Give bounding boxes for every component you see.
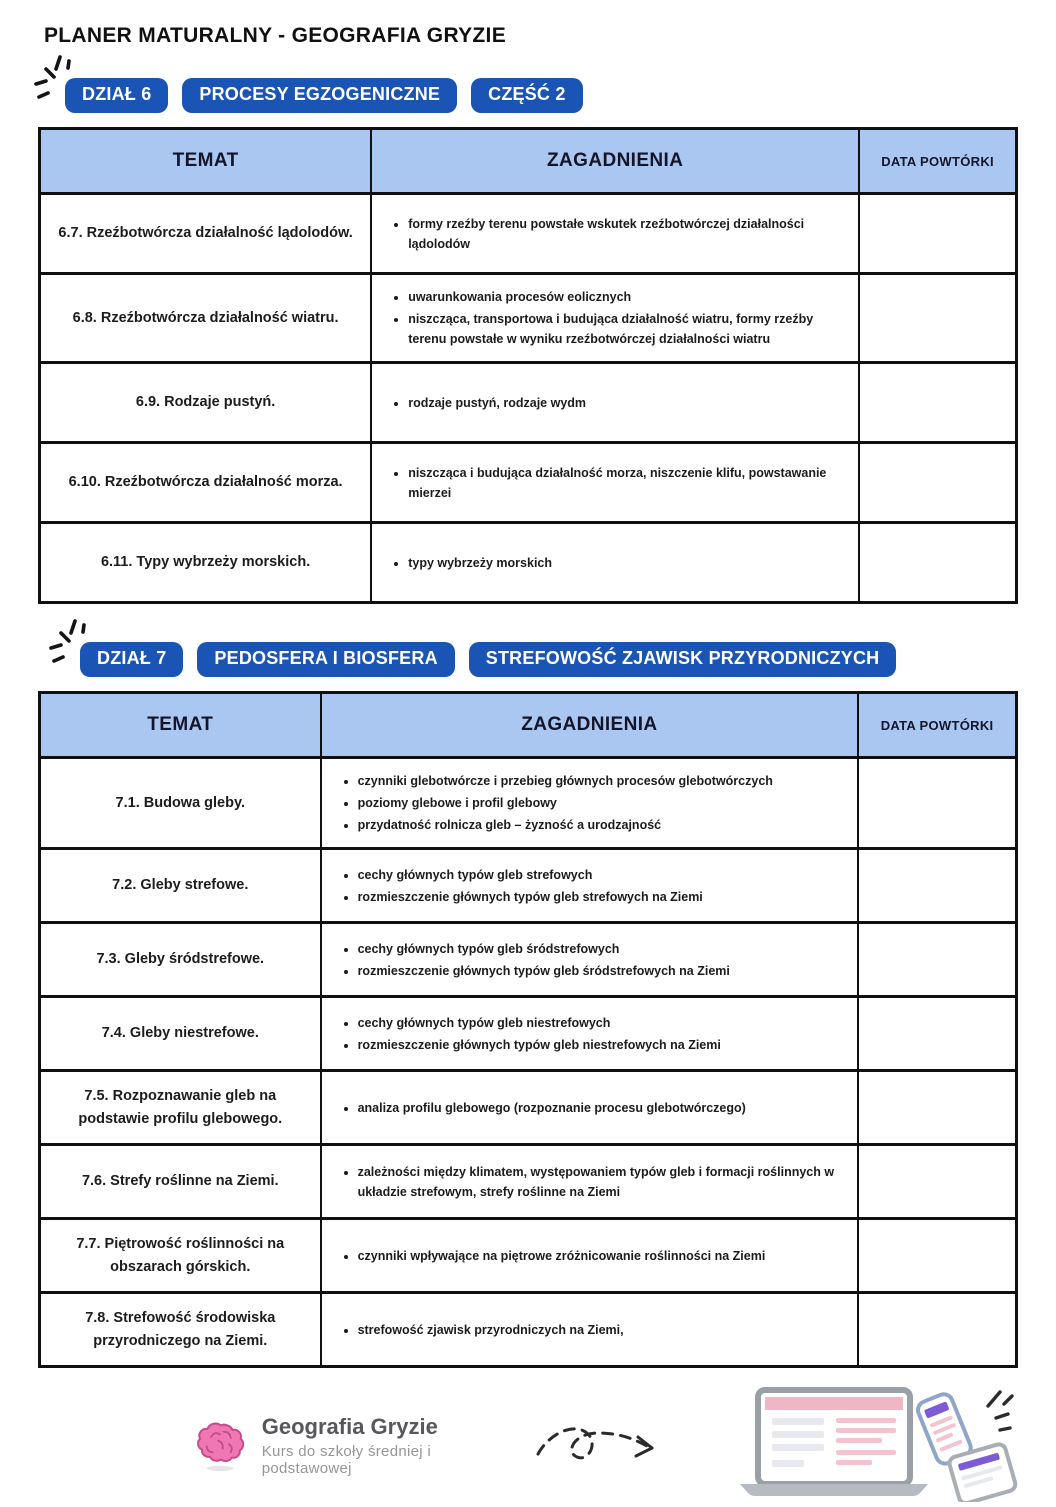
zagadnienie-item: • zależności między klimatem, występowaniem typów gleb i formacji roślinnych w układzie strefowym, strefy roślinne na Ziemi bbox=[358, 1162, 842, 1202]
data-powtorki-cell-empty[interactable] bbox=[857, 759, 1015, 847]
table-header-row bbox=[41, 130, 1015, 192]
data-powtorki-cell-empty[interactable] bbox=[858, 195, 1015, 272]
section-header-dzial-7 bbox=[80, 642, 1018, 677]
temat-cell: 7.5. Rozpoznawanie gleb na podstawie profilu glebowego. bbox=[41, 1072, 320, 1143]
zagadnienie-item: • rozmieszczenie głównych typów gleb śródstrefowych na Ziemi bbox=[358, 961, 730, 981]
zagadnienie-item: • niszcząca, transportowa i budująca działalność wiatru, formy rzeźby terenu powstałe w wyniku rzeźbotwórczej działalności wiatru bbox=[408, 309, 842, 349]
column-header-temat: TEMAT bbox=[41, 130, 370, 192]
page-title: PLANER MATURALNY - GEOGRAFIA GRYZIE bbox=[44, 24, 506, 47]
temat-cell: 7.7. Piętrowość roślinności na obszarach górskich. bbox=[41, 1220, 320, 1291]
table-body bbox=[41, 192, 1015, 601]
zagadnienie-item: • niszcząca i budująca działalność morza, niszczenie klifu, powstawanie mierzei bbox=[408, 463, 842, 503]
table-row bbox=[41, 441, 1015, 521]
arrow-doodle-wrap bbox=[532, 1406, 660, 1485]
column-header-data-powtorki: DATA POWTÓRKI bbox=[858, 130, 1015, 192]
table-row bbox=[41, 921, 1015, 995]
table-row bbox=[41, 272, 1015, 361]
sparkle-doodle-icon bbox=[46, 616, 92, 666]
zagadnienia-cell bbox=[370, 275, 858, 361]
data-powtorki-cell-empty[interactable] bbox=[858, 524, 1015, 601]
temat-cell: 7.6. Strefy roślinne na Ziemi. bbox=[41, 1146, 320, 1217]
badge-strefowosc-zjawisk: STREFOWOŚĆ ZJAWISK PRZYRODNICZYCH bbox=[469, 642, 897, 677]
zagadnienia-cell bbox=[320, 1072, 858, 1143]
temat-cell: 6.10. Rzeźbotwórcza działalność morza. bbox=[41, 444, 370, 521]
data-powtorki-cell-empty[interactable] bbox=[857, 998, 1015, 1069]
zagadnienia-cell bbox=[320, 998, 858, 1069]
table-row bbox=[41, 995, 1015, 1069]
zagadnienia-list bbox=[330, 863, 703, 909]
zagadnienia-list bbox=[380, 461, 842, 505]
devices-illustration-wrap bbox=[666, 1384, 1018, 1507]
zagadnienia-cell bbox=[370, 364, 858, 441]
table-row bbox=[41, 1217, 1015, 1291]
table-row bbox=[41, 756, 1015, 847]
data-powtorki-cell-empty[interactable] bbox=[857, 1220, 1015, 1291]
zagadnienia-cell bbox=[320, 924, 858, 995]
zagadnienia-list bbox=[330, 1011, 721, 1057]
zagadnienia-list bbox=[330, 1096, 746, 1120]
table-row bbox=[41, 1143, 1015, 1217]
zagadnienia-cell bbox=[320, 1294, 858, 1365]
zagadnienia-list bbox=[380, 391, 586, 415]
zagadnienie-item: • cechy głównych typów gleb strefowych bbox=[358, 865, 703, 885]
badge-procesy-egzogeniczne: PROCESY EGZOGENICZNE bbox=[182, 78, 457, 113]
footer-brand-area bbox=[194, 1384, 1018, 1507]
data-powtorki-cell-empty[interactable] bbox=[858, 364, 1015, 441]
zagadnienie-item: • cechy głównych typów gleb śródstrefowych bbox=[358, 939, 730, 959]
temat-cell: 7.8. Strefowość środowiska przyrodniczego na Ziemi. bbox=[41, 1294, 320, 1365]
data-powtorki-cell-empty[interactable] bbox=[857, 1072, 1015, 1143]
brand-name: Geografia Gryzie bbox=[261, 1414, 438, 1439]
zagadnienia-list bbox=[330, 1318, 624, 1342]
zagadnienie-item: • formy rzeźby terenu powstałe wskutek rzeźbotwórczej działalności lądolodów bbox=[408, 214, 842, 254]
zagadnienie-item: • czynniki wpływające na piętrowe zróżnicowanie roślinności na Ziemi bbox=[358, 1246, 766, 1266]
curved-dashed-arrow-icon bbox=[532, 1406, 660, 1480]
brand-tagline: Kurs do szkoły średniej i podstawowej bbox=[261, 1443, 431, 1477]
table-row bbox=[41, 1291, 1015, 1365]
data-powtorki-cell-empty[interactable] bbox=[857, 1146, 1015, 1217]
zagadnienie-item: • rozmieszczenie głównych typów gleb niestrefowych na Ziemi bbox=[358, 1035, 721, 1055]
zagadnienia-list bbox=[330, 1244, 766, 1268]
zagadnienia-cell bbox=[320, 1146, 858, 1217]
section-header-dzial-6 bbox=[65, 78, 1018, 113]
table-row bbox=[41, 192, 1015, 272]
sparkle-doodle-icon bbox=[31, 52, 77, 102]
zagadnienia-cell bbox=[320, 850, 858, 921]
zagadnienie-item: • uwarunkowania procesów eolicznych bbox=[408, 287, 842, 307]
brain-logo-icon bbox=[194, 1416, 248, 1476]
zagadnienie-item: • strefowość zjawisk przyrodniczych na Ziemi, bbox=[358, 1320, 624, 1340]
zagadnienie-item: • przydatność rolnicza gleb – żyzność a urodzajność bbox=[358, 815, 773, 835]
planner-table-dzial-7 bbox=[38, 691, 1018, 1368]
zagadnienia-list bbox=[380, 285, 842, 351]
temat-cell: 6.11. Typy wybrzeży morskich. bbox=[41, 524, 370, 601]
zagadnienia-cell bbox=[320, 1220, 858, 1291]
temat-cell: 7.1. Budowa gleby. bbox=[41, 759, 320, 847]
column-header-zagadnienia: ZAGADNIENIA bbox=[320, 694, 858, 756]
column-header-data-powtorki: DATA POWTÓRKI bbox=[857, 694, 1015, 756]
zagadnienia-list bbox=[380, 551, 552, 575]
zagadnienia-cell bbox=[320, 759, 858, 847]
laptop-phone-tablet-illustration bbox=[666, 1384, 1018, 1502]
zagadnienie-item: • analiza profilu glebowego (rozpoznanie procesu glebotwórczego) bbox=[358, 1098, 746, 1118]
table-header-row bbox=[41, 694, 1015, 756]
data-powtorki-cell-empty[interactable] bbox=[857, 850, 1015, 921]
zagadnienie-item: • typy wybrzeży morskich bbox=[408, 553, 552, 573]
badge-pedosfera-i-biosfera: PEDOSFERA I BIOSFERA bbox=[197, 642, 454, 677]
zagadnienie-item: • rozmieszczenie głównych typów gleb strefowych na Ziemi bbox=[358, 887, 703, 907]
table-row bbox=[41, 1069, 1015, 1143]
column-header-temat: TEMAT bbox=[41, 694, 320, 756]
zagadnienia-list bbox=[380, 212, 842, 256]
badge-dzial-6: DZIAŁ 6 bbox=[65, 78, 168, 113]
table-row bbox=[41, 847, 1015, 921]
table-body bbox=[41, 756, 1015, 1365]
zagadnienie-item: • cechy głównych typów gleb niestrefowych bbox=[358, 1013, 721, 1033]
zagadnienie-item: • czynniki glebotwórcze i przebieg głównych procesów glebotwórczych bbox=[358, 771, 773, 791]
zagadnienia-cell bbox=[370, 195, 858, 272]
column-header-zagadnienia: ZAGADNIENIA bbox=[370, 130, 858, 192]
data-powtorki-cell-empty[interactable] bbox=[858, 275, 1015, 361]
temat-cell: 7.3. Gleby śródstrefowe. bbox=[41, 924, 320, 995]
temat-cell: 6.8. Rzeźbotwórcza działalność wiatru. bbox=[41, 275, 370, 361]
temat-cell: 7.2. Gleby strefowe. bbox=[41, 850, 320, 921]
zagadnienia-cell bbox=[370, 524, 858, 601]
badge-czesc-2: CZĘŚĆ 2 bbox=[471, 78, 582, 113]
data-powtorki-cell-empty[interactable] bbox=[857, 924, 1015, 995]
table-row bbox=[41, 361, 1015, 441]
zagadnienia-list bbox=[330, 1160, 842, 1204]
temat-cell: 6.7. Rzeźbotwórcza działalność lądolodów. bbox=[41, 195, 370, 272]
zagadnienia-list bbox=[330, 937, 730, 983]
planner-table-dzial-6 bbox=[38, 127, 1018, 604]
zagadnienie-item: • rodzaje pustyń, rodzaje wydm bbox=[408, 393, 586, 413]
data-powtorki-cell-empty[interactable] bbox=[857, 1294, 1015, 1365]
data-powtorki-cell-empty[interactable] bbox=[858, 444, 1015, 521]
zagadnienia-list bbox=[330, 769, 773, 837]
badge-dzial-7: DZIAŁ 7 bbox=[80, 642, 183, 677]
temat-cell: 6.9. Rodzaje pustyń. bbox=[41, 364, 370, 441]
zagadnienia-cell bbox=[370, 444, 858, 521]
brand-text-block bbox=[262, 1414, 498, 1477]
table-row bbox=[41, 521, 1015, 601]
zagadnienie-item: • poziomy glebowe i profil glebowy bbox=[358, 793, 773, 813]
temat-cell: 7.4. Gleby niestrefowe. bbox=[41, 998, 320, 1069]
